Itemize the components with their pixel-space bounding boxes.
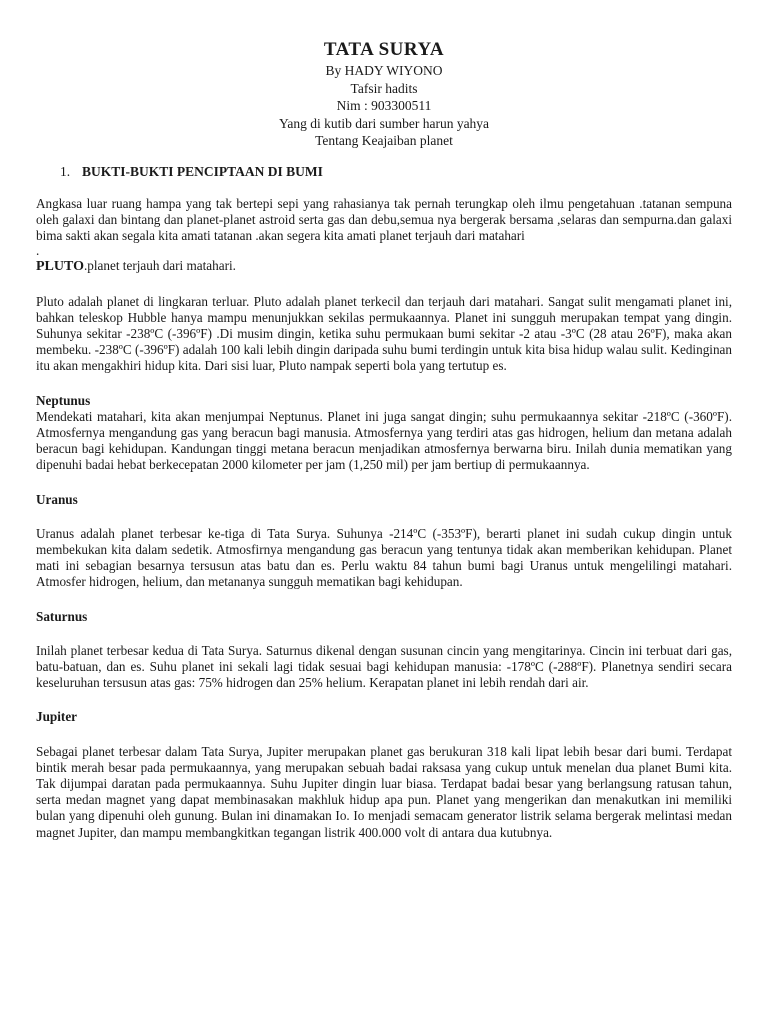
section-title: BUKTI-BUKTI PENCIPTAAN DI BUMI bbox=[82, 163, 323, 179]
uranus-paragraph: Uranus adalah planet terbesar ke-tiga di Tata Surya. Suhunya -214ºC (-353ºF), berarti planet ini sudah cukup dingin untuk membekukan kita dalam sedetik. Atmosfirnya mengandung gas beracun yang tentunya tidak akan memberikan kehidupan. Planet mati ini sebagian besarnya tersusun atas batu dan es. Perlu waktu 84 tahun bumi bagi Uranus untuk mengelilingi matahari. Atmosfer hidrogen, helium, dan metananya sungguh mematikan bagi kehidupan. bbox=[36, 525, 732, 590]
intro-dot: . bbox=[36, 243, 40, 259]
neptunus-heading: Neptunus bbox=[36, 392, 91, 408]
jupiter-heading: Jupiter bbox=[36, 709, 78, 725]
subject-line: Tafsir hadits bbox=[350, 80, 418, 96]
document-header bbox=[36, 38, 732, 150]
nim-line: Nim : 903300511 bbox=[336, 98, 432, 113]
jupiter-paragraph: Sebagai planet terbesar dalam Tata Surya, Jupiter merupakan planet gas berukuran 318 kali lipat lebih besar dari bumi. Terdapat bintik merah besar pada permukaannya, yang merupakan sebuah badai raksasa yang cukup untuk menelan dua planet Bumi kita. Tak dijumpai daratan pada permukaannya. Suhu Jupiter dingin luar biasa. Terdapat badai besar yang berlangsung ratusan tahun, serta medan magnet yang dapat membinasakan makhluk hidup apa pun. Planet yang mengerikan dan menakutkan ini memiliki bulan yang dipenuhi oleh gunung. Bulan ini dinamakan Io. Io menjadi semacam generator listrik selama bergerak melintasi medan magnet Jupiter, dan mampu membangkitkan tegangan listrik 400.000 volt di antara dua kutubnya. bbox=[36, 743, 732, 840]
saturnus-paragraph: Inilah planet terbesar kedua di Tata Surya. Saturnus dikenal dengan susunan cincin yang mengitarinya. Cincin ini terbuat dari gas, batu-batuan, dan es. Suhu planet ini sekali lagi tidak sesuai bagi kehidupan manusia: -178ºC (-288ºF). Planetnya sendiri secara keseluruhan tersusun atas gas: 75% hidrogen dan 25% helium. Kerapatan planet ini lebih rendah dari air. bbox=[36, 642, 732, 691]
uranus-heading: Uranus bbox=[36, 491, 78, 507]
section-heading bbox=[36, 164, 732, 180]
saturnus-heading: Saturnus bbox=[36, 608, 88, 624]
pluto-name: PLUTO bbox=[36, 259, 84, 275]
source-line: Yang di kutib dari sumber harun yahya bbox=[278, 115, 490, 131]
intro-paragraph: Angkasa luar ruang hampa yang tak bertepi sepi yang rahasianya tak pernah terungkap oleh ilmu pengetahuan .tatanan sempuna oleh galaxi dan bintang dan planet-planet astroid serta gas dan debu,semua nya bergerak bersama ,selaras dan sempurna.dan galaxi bima sakti akan segala kita amati tatanan .akan segera kita amati planet terjauh dari matahari bbox=[36, 195, 732, 244]
neptunus-paragraph: Mendekati matahari, kita akan menjumpai Neptunus. Planet ini juga sangat dingin; suhu permukaannya sekitar -218ºC (-360ºF). Atmosfernya mengandung gas yang beracun bagi manusia. Atmosfernya yang terdiri atas gas hidrogen, helium dan metana adalah beracun bagi kehidupan. Kandungan tinggi metana beracun menjadikan atmosfernya berwarna biru. Inilah dunia mematikan yang dipenuhi badai hebat berkecepatan 2000 kilometer per jam (1,250 mil) per jam bertiup di permukaannya. bbox=[36, 408, 732, 473]
pluto-heading-line bbox=[36, 258, 732, 275]
author-line: By HADY WIYONO bbox=[325, 63, 443, 78]
topic-line: Tentang Keajaiban planet bbox=[315, 133, 453, 148]
document-title: TATA SURYA bbox=[323, 39, 445, 60]
pluto-tagline: .planet terjauh dari matahari. bbox=[83, 258, 236, 274]
pluto-paragraph: Pluto adalah planet di lingkaran terluar. Pluto adalah planet terkecil dan terjauh dari matahari. Sangat sulit mengamati planet ini, bahkan teleskop Hubble hanya mampu menunjukkan sekilas permukaannya. Planet ini sungguh merupakan tempat yang dingin. Suhunya sekitar -238ºC (-396ºF) .Di musim dingin, ketika suhu permukaan bumi sekitar -2 atau -3ºC (28 atau 26ºF), maka akan membeku. -238ºC (-396ºF) adalah 100 kali lebih dingin daripada suhu bumi terdingin untuk kita bisa hidup walau sulit. Kedinginan itu akan mengakhiri hidup kita. Dari sisi luar, Pluto nampak seperti bola yang tertutup es. bbox=[36, 293, 732, 374]
section-number: 1. bbox=[60, 163, 71, 179]
